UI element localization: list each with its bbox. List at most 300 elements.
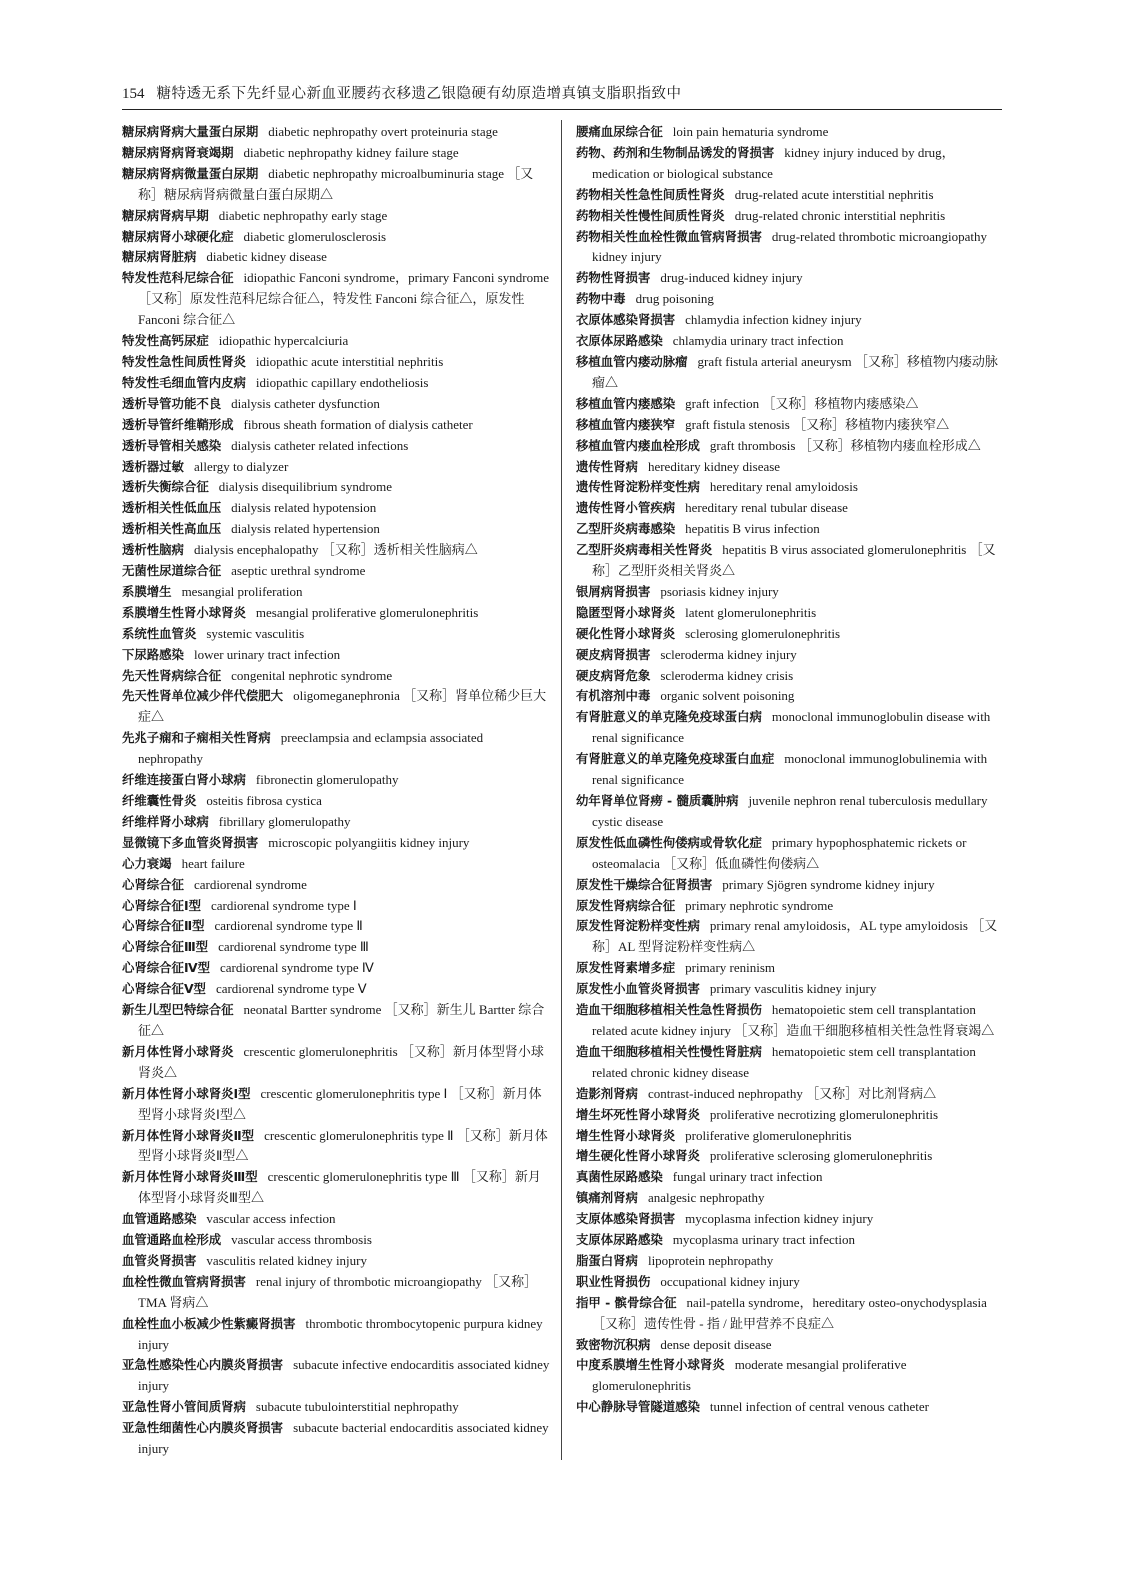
glossary-entry — [576, 686, 1004, 707]
term-english: dense deposit disease — [660, 1336, 772, 1352]
glossary-entry — [576, 1397, 1004, 1418]
term-chinese: 腰痛血尿综合征 — [576, 124, 663, 139]
term-english: scleroderma kidney crisis — [660, 667, 794, 683]
glossary-entry — [576, 310, 1004, 331]
term-chinese: 血管通路感染 — [122, 1211, 197, 1227]
term-english: drug-induced kidney injury — [660, 270, 803, 286]
term-english: dialysis related hypotension — [231, 500, 377, 516]
glossary-entry — [122, 122, 550, 143]
term-english: primary reninism — [685, 960, 776, 976]
glossary-entry — [576, 1084, 1004, 1105]
term-english: monoclonal immunoglobulin disease with renal significance — [592, 709, 991, 746]
term-chinese: 药物性肾损害 — [576, 270, 651, 286]
term-chinese: 支原体尿路感染 — [576, 1232, 663, 1248]
term-chinese: 心肾综合征 — [122, 876, 184, 892]
term-chinese: 造血干细胞移植相关性急性肾损伤 — [576, 1002, 762, 1018]
term-english: hereditary renal amyloidosis — [709, 479, 858, 495]
term-english: idiopathic hypercalciuria — [218, 333, 349, 349]
term-english: primary hypophosphatemic rickets or osteomalacia ［又称］低血磷性佝偻病△ — [592, 834, 967, 871]
term-chinese: 亚急性细菌性心内膜炎肾损害 — [122, 1420, 284, 1436]
term-chinese: 先天性肾单位减少伴代偿肥大 — [122, 688, 284, 704]
glossary-entry — [576, 206, 1004, 227]
term-chinese: 透析相关性高血压 — [122, 521, 222, 537]
term-chinese: 心肾综合征Ⅳ型 — [122, 960, 210, 976]
term-english: monoclonal immunoglobulinemia with renal significance — [592, 751, 988, 788]
term-chinese: 银屑病肾损害 — [576, 583, 651, 599]
term-english: contrast-induced nephropathy ［又称］对比剂肾病△ — [647, 1085, 937, 1101]
glossary-entry — [576, 582, 1004, 603]
term-chinese: 原发性肾病综合征 — [576, 897, 676, 913]
term-chinese: 药物中毒 — [576, 291, 626, 307]
term-chinese: 心肾综合征Ⅱ型 — [122, 918, 205, 934]
term-english: cardiorenal syndrome type Ⅰ — [210, 897, 357, 913]
term-chinese: 新月体性肾小球肾炎Ⅲ型 — [122, 1169, 258, 1185]
term-english: drug-related acute interstitial nephritis — [734, 186, 934, 202]
glossary-entry — [576, 958, 1004, 979]
term-chinese: 特发性毛细血管内皮病 — [122, 374, 246, 390]
glossary-entry — [122, 979, 550, 1000]
term-chinese: 血栓性血小板减少性紫癜肾损害 — [122, 1315, 296, 1331]
term-chinese: 有肾脏意义的单克隆免疫球蛋白病 — [576, 709, 762, 725]
term-english: diabetic nephropathy kidney failure stage — [243, 144, 459, 160]
term-chinese: 系膜增生性肾小球肾炎 — [122, 604, 246, 620]
term-english: sclerosing glomerulonephritis — [685, 625, 841, 641]
term-english: proliferative sclerosing glomerulonephritis — [709, 1148, 933, 1164]
term-english: dialysis encephalopathy ［又称］透析相关性脑病△ — [193, 542, 478, 558]
term-chinese: 特发性高钙尿症 — [122, 333, 209, 349]
term-chinese: 药物相关性慢性间质性肾炎 — [576, 207, 725, 223]
term-english: neonatal Bartter syndrome ［又称］新生儿 Bartter 综合征△ — [138, 1002, 545, 1038]
glossary-entry — [122, 457, 550, 478]
term-chinese: 特发性急性间质性肾炎 — [122, 353, 246, 369]
term-english: dialysis related hypertension — [231, 521, 380, 537]
term-english: primary renal amyloidosis，AL type amyloidosis ［又称］AL 型肾淀粉样变性病△ — [592, 918, 998, 955]
glossary-entry — [122, 498, 550, 519]
glossary-entry — [576, 227, 1004, 269]
glossary-entry — [122, 624, 550, 645]
term-chinese: 增生坏死性肾小球肾炎 — [576, 1106, 700, 1122]
term-chinese: 糖尿病肾病微量蛋白尿期 — [122, 165, 259, 181]
term-chinese: 新生儿型巴特综合征 — [122, 1002, 234, 1018]
glossary-entry — [122, 1355, 550, 1397]
glossary-entry — [576, 331, 1004, 352]
header-title: 糖特透无系下先纤显心新血亚腰药衣移遗乙银隐硬有幼原造增真镇支脂职指致中 — [156, 86, 682, 102]
term-english: crescentic glomerulonephritis ［又称］新月体型肾小球肾炎△ — [138, 1043, 544, 1080]
term-chinese: 致密物沉积病 — [576, 1336, 651, 1352]
term-chinese: 心力衰竭 — [122, 855, 172, 871]
term-chinese: 遗传性肾小管疾病 — [576, 500, 676, 516]
glossary-entry — [122, 331, 550, 352]
term-chinese: 特发性范科尼综合征 — [122, 270, 234, 286]
term-chinese: 血管炎肾损害 — [122, 1252, 197, 1268]
glossary-entry — [576, 624, 1004, 645]
term-chinese: 药物相关性血栓性微血管病肾损害 — [576, 228, 762, 244]
glossary-entry — [122, 896, 550, 917]
glossary-entry — [122, 937, 550, 958]
term-english: diabetic nephropathy overt proteinuria stage — [268, 124, 498, 139]
term-english: drug-related chronic interstitial nephritis — [734, 207, 946, 223]
term-chinese: 有机溶剂中毒 — [576, 688, 651, 704]
term-english: allergy to dialyzer — [193, 458, 289, 474]
term-english: subacute infective endocarditis associated kidney injury — [138, 1357, 550, 1394]
glossary-entry — [576, 394, 1004, 415]
glossary-entry — [122, 143, 550, 164]
glossary-entry — [122, 415, 550, 436]
term-english: hereditary renal tubular disease — [685, 500, 848, 516]
glossary-entry — [122, 164, 550, 206]
term-chinese: 亚急性感染性心内膜炎肾损害 — [122, 1357, 284, 1373]
glossary-entry — [122, 227, 550, 248]
glossary-entry — [576, 457, 1004, 478]
glossary-entry — [122, 728, 550, 770]
glossary-entry — [122, 519, 550, 540]
term-chinese: 药物、药剂和生物制品诱发的肾损害 — [576, 144, 775, 160]
glossary-entry — [122, 373, 550, 394]
term-chinese: 真菌性尿路感染 — [576, 1169, 663, 1185]
term-english: aseptic urethral syndrome — [231, 563, 366, 579]
term-chinese: 纤维连接蛋白肾小球病 — [122, 772, 246, 788]
glossary-entry — [122, 645, 550, 666]
term-english: latent glomerulonephritis — [685, 604, 817, 620]
glossary-entry — [122, 854, 550, 875]
term-english: hematopoietic stem cell transplantation related chronic kidney disease — [592, 1043, 976, 1080]
glossary-entry — [122, 247, 550, 268]
glossary-entry — [122, 603, 550, 624]
term-english: primary Sjögren syndrome kidney injury — [722, 876, 935, 892]
term-english: chlamydia urinary tract infection — [672, 333, 844, 349]
term-chinese: 新月体性肾小球肾炎Ⅱ型 — [122, 1127, 255, 1143]
term-english: crescentic glomerulonephritis type Ⅲ ［又称］新月体型肾小球肾炎Ⅲ型△ — [138, 1169, 541, 1206]
term-english: cardiorenal syndrome type Ⅴ — [215, 981, 367, 997]
term-chinese: 新月体性肾小球肾炎Ⅰ型 — [122, 1085, 251, 1101]
term-english: vascular access thrombosis — [231, 1232, 372, 1248]
glossary-entry — [576, 1188, 1004, 1209]
glossary-entry — [576, 1293, 1004, 1335]
term-chinese: 中心静脉导管隧道感染 — [576, 1399, 700, 1415]
glossary-entry — [122, 206, 550, 227]
term-chinese: 移植血管内瘘动脉瘤 — [576, 353, 688, 369]
term-chinese: 乙型肝炎病毒感染 — [576, 521, 676, 537]
glossary-entry — [576, 185, 1004, 206]
term-chinese: 心肾综合征Ⅲ型 — [122, 939, 209, 955]
glossary-entry — [576, 1146, 1004, 1167]
glossary-entry — [122, 916, 550, 937]
glossary-entry — [576, 666, 1004, 687]
term-chinese: 无菌性尿道综合征 — [122, 563, 222, 579]
glossary-entry — [122, 812, 550, 833]
glossary-entry — [576, 1230, 1004, 1251]
term-chinese: 原发性低血磷性佝偻病或骨软化症 — [576, 834, 762, 850]
term-chinese: 下尿路感染 — [122, 646, 184, 662]
term-chinese: 原发性干燥综合征肾损害 — [576, 876, 713, 892]
term-english: juvenile nephron renal tuberculosis medullary cystic disease — [592, 793, 988, 829]
term-english: primary vasculitis kidney injury — [709, 981, 877, 997]
term-chinese: 原发性肾素增多症 — [576, 960, 676, 976]
term-english: chlamydia infection kidney injury — [685, 312, 862, 328]
term-english: fibrous sheath formation of dialysis catheter — [243, 416, 473, 432]
term-english: diabetic nephropathy microalbuminuria stage ［又称］糖尿病肾病微量白蛋白尿期△ — [138, 165, 534, 202]
term-chinese: 心肾综合征Ⅰ型 — [122, 897, 201, 913]
term-chinese: 糖尿病肾脏病 — [122, 249, 197, 265]
glossary-entry — [122, 436, 550, 457]
term-chinese: 先天性肾病综合征 — [122, 667, 222, 683]
term-chinese: 幼年肾单位肾痨 - 髓质囊肿病 — [576, 793, 739, 808]
term-english: tunnel infection of central venous catheter — [709, 1399, 930, 1415]
glossary-entry — [122, 666, 550, 687]
term-chinese: 糖尿病肾小球硬化症 — [122, 228, 234, 244]
term-english: primary nephrotic syndrome — [685, 897, 834, 913]
term-chinese: 透析导管相关感染 — [122, 437, 222, 453]
term-english: crescentic glomerulonephritis type Ⅰ ［又称］新月体型肾小球肾炎Ⅰ型△ — [138, 1085, 542, 1122]
glossary-entry — [122, 1126, 550, 1168]
term-english: nail-patella syndrome，hereditary osteo-onychodysplasia ［又称］遗传性骨 - 指 / 趾甲营养不良症△ — [592, 1294, 987, 1331]
term-english: mesangial proliferation — [181, 583, 303, 599]
term-english: mycoplasma urinary tract infection — [672, 1232, 856, 1248]
term-english: cardiorenal syndrome — [193, 876, 307, 892]
glossary-entry — [122, 352, 550, 373]
term-english: mycoplasma infection kidney injury — [685, 1211, 874, 1227]
term-english: diabetic glomerulosclerosis — [243, 228, 387, 244]
glossary-entry — [576, 645, 1004, 666]
term-chinese: 衣原体感染肾损害 — [576, 312, 676, 328]
page-header — [122, 77, 1002, 110]
term-chinese: 增生性肾小球肾炎 — [576, 1127, 676, 1143]
glossary-entry — [122, 770, 550, 791]
term-english: subacute bacterial endocarditis associated kidney injury — [138, 1420, 549, 1457]
glossary-entry — [576, 603, 1004, 624]
term-chinese: 新月体性肾小球肾炎 — [122, 1043, 234, 1059]
term-english: graft fistula stenosis ［又称］移植物内瘘狭窄△ — [685, 416, 950, 432]
term-chinese: 透析性脑病 — [122, 542, 184, 558]
term-english: thrombotic thrombocytopenic purpura kidney injury — [138, 1315, 543, 1352]
term-chinese: 硬皮病肾危象 — [576, 667, 651, 683]
glossary-entry — [576, 916, 1004, 958]
term-chinese: 显微镜下多血管炎肾损害 — [122, 834, 259, 850]
glossary-entry — [576, 540, 1004, 582]
term-english: microscopic polyangiitis kidney injury — [268, 834, 470, 850]
term-chinese: 系膜增生 — [122, 583, 172, 599]
glossary-entry — [576, 1272, 1004, 1293]
term-chinese: 中度系膜增生性肾小球肾炎 — [576, 1357, 725, 1373]
term-english: scleroderma kidney injury — [660, 646, 797, 662]
glossary-entry — [122, 1167, 550, 1209]
term-english: hepatitis B virus infection — [685, 521, 820, 537]
glossary-entry — [576, 979, 1004, 1000]
glossary-entry — [576, 707, 1004, 749]
term-chinese: 亚急性肾小管间质肾病 — [122, 1399, 246, 1415]
term-english: preeclampsia and eclampsia associated nephropathy — [138, 730, 484, 767]
term-english: hereditary kidney disease — [647, 458, 781, 474]
page-number: 154 — [122, 86, 145, 102]
term-chinese: 支原体感染肾损害 — [576, 1211, 676, 1227]
term-english: idiopathic Fanconi syndrome，primary Fanconi syndrome ［又称］原发性范科尼综合征△，特发性 Fanconi 综合征△，原发性 Fanconi 综合征△ — [138, 270, 549, 328]
term-chinese: 移植血管内瘘狭窄 — [576, 416, 676, 432]
right-column — [576, 122, 1004, 1418]
term-english: dialysis catheter related infections — [231, 437, 409, 453]
term-chinese: 脂蛋白肾病 — [576, 1252, 638, 1268]
glossary-entry — [576, 896, 1004, 917]
term-chinese: 纤维囊性骨炎 — [122, 793, 197, 808]
term-english: organic solvent poisoning — [660, 688, 795, 704]
glossary-entry — [576, 1167, 1004, 1188]
glossary-entry — [576, 1355, 1004, 1397]
glossary-entry — [576, 1105, 1004, 1126]
term-chinese: 心肾综合征Ⅴ型 — [122, 981, 206, 997]
glossary-entry — [576, 477, 1004, 498]
glossary-entry — [576, 415, 1004, 436]
glossary-entry — [122, 1084, 550, 1126]
term-english: cardiorenal syndrome type Ⅳ — [219, 960, 374, 976]
glossary-entry — [576, 143, 1004, 185]
term-chinese: 药物相关性急性间质性肾炎 — [576, 186, 725, 202]
term-chinese: 职业性肾损伤 — [576, 1273, 651, 1289]
glossary-entry — [122, 958, 550, 979]
term-english: occupational kidney injury — [660, 1273, 800, 1289]
term-english: moderate mesangial proliferative glomerulonephritis — [592, 1357, 907, 1394]
term-english: vasculitis related kidney injury — [206, 1252, 367, 1268]
term-chinese: 乙型肝炎病毒相关性肾炎 — [576, 542, 713, 558]
glossary-entry — [576, 122, 1004, 143]
glossary-entry — [576, 498, 1004, 519]
glossary-entry — [122, 1251, 550, 1272]
term-english: cardiorenal syndrome type Ⅱ — [214, 918, 363, 934]
glossary-entry — [122, 582, 550, 603]
column-divider — [561, 120, 562, 1460]
glossary-entry — [576, 1251, 1004, 1272]
term-chinese: 遗传性肾病 — [576, 458, 638, 474]
glossary-entry — [576, 436, 1004, 457]
term-chinese: 糖尿病肾病早期 — [122, 207, 209, 223]
left-column — [122, 122, 550, 1460]
glossary-entry — [122, 1000, 550, 1042]
term-chinese: 系统性血管炎 — [122, 625, 197, 641]
term-chinese: 原发性肾淀粉样变性病 — [576, 918, 700, 934]
term-english: vascular access infection — [206, 1211, 336, 1227]
term-chinese: 增生硬化性肾小球肾炎 — [576, 1148, 700, 1164]
term-english: osteitis fibrosa cystica — [206, 793, 322, 808]
term-english: lipoprotein nephropathy — [647, 1252, 774, 1268]
term-english: drug-related thrombotic microangiopathy kidney injury — [592, 228, 988, 265]
term-english: kidney injury induced by drug，medication or biological substance — [592, 144, 955, 181]
term-english: graft thrombosis ［又称］移植物内瘘血栓形成△ — [709, 437, 981, 453]
term-english: fibronectin glomerulopathy — [255, 772, 399, 788]
term-english: systemic vasculitis — [206, 625, 305, 641]
term-chinese: 有肾脏意义的单克隆免疫球蛋白血症 — [576, 751, 775, 767]
glossary-entry — [122, 561, 550, 582]
glossary-entry — [576, 1042, 1004, 1084]
glossary-entry — [122, 394, 550, 415]
glossary-entry — [576, 749, 1004, 791]
glossary-entry — [122, 477, 550, 498]
term-english: idiopathic capillary endotheliosis — [255, 374, 429, 390]
glossary-entry — [576, 875, 1004, 896]
term-english: lower urinary tract infection — [193, 646, 341, 662]
term-english: cardiorenal syndrome type Ⅲ — [218, 939, 369, 955]
term-english: dialysis catheter dysfunction — [231, 395, 380, 411]
term-chinese: 透析器过敏 — [122, 458, 184, 474]
term-chinese: 镇痛剂肾病 — [576, 1190, 638, 1206]
glossary-entry — [122, 1418, 550, 1460]
term-english: idiopathic acute interstitial nephritis — [255, 353, 444, 369]
glossary-entry — [122, 1230, 550, 1251]
term-chinese: 遗传性肾淀粉样变性病 — [576, 479, 700, 495]
glossary-entry — [122, 540, 550, 561]
term-chinese: 糖尿病肾病肾衰竭期 — [122, 144, 234, 160]
term-english: fibrillary glomerulopathy — [218, 813, 351, 829]
glossary-entry — [576, 1335, 1004, 1356]
glossary-entry — [576, 289, 1004, 310]
glossary-entry — [576, 791, 1004, 833]
glossary-entry — [122, 833, 550, 854]
term-english: drug poisoning — [635, 291, 714, 307]
term-english: graft infection ［又称］移植物内瘘感染△ — [685, 395, 919, 411]
term-chinese: 造血干细胞移植相关性慢性肾脏病 — [576, 1043, 762, 1059]
term-chinese: 先兆子痫和子痫相关性肾病 — [122, 730, 271, 746]
term-english: renal injury of thrombotic microangiopathy ［又称］TMA 肾病△ — [138, 1273, 538, 1310]
term-english: hepatitis B virus associated glomerulonephritis ［又称］乙型肝炎相关肾炎△ — [592, 542, 996, 579]
term-english: diabetic kidney disease — [206, 249, 327, 265]
glossary-entry — [122, 1272, 550, 1314]
term-english: analgesic nephropathy — [647, 1190, 765, 1206]
glossary-entry — [576, 1000, 1004, 1042]
glossary-entry — [122, 268, 550, 331]
term-chinese: 透析失衡综合征 — [122, 479, 209, 495]
term-chinese: 硬皮病肾损害 — [576, 646, 651, 662]
glossary-entry — [122, 1209, 550, 1230]
glossary-entry — [122, 1042, 550, 1084]
glossary-entry — [122, 1314, 550, 1356]
glossary-entry — [576, 519, 1004, 540]
glossary-entry — [122, 686, 550, 728]
term-english: subacute tubulointerstitial nephropathy — [255, 1399, 459, 1415]
glossary-entry — [576, 1126, 1004, 1147]
term-english: proliferative glomerulonephritis — [685, 1127, 852, 1143]
term-chinese: 造影剂肾病 — [576, 1085, 638, 1101]
glossary-entry — [576, 1209, 1004, 1230]
term-english: congenital nephrotic syndrome — [231, 667, 393, 683]
glossary-entry — [122, 1397, 550, 1418]
term-chinese: 指甲 - 髌骨综合征 — [576, 1294, 677, 1310]
glossary-entry — [576, 833, 1004, 875]
term-chinese: 衣原体尿路感染 — [576, 333, 663, 349]
term-chinese: 血栓性微血管病肾损害 — [122, 1273, 246, 1289]
term-english: oligomeganephronia ［又称］肾单位稀少巨大症△ — [138, 688, 547, 725]
term-english: heart failure — [181, 855, 245, 871]
term-english: diabetic nephropathy early stage — [218, 207, 388, 223]
term-chinese: 透析导管功能不良 — [122, 395, 222, 411]
term-chinese: 糖尿病肾病大量蛋白尿期 — [122, 124, 259, 139]
term-english: mesangial proliferative glomerulonephritis — [255, 604, 479, 620]
term-english: proliferative necrotizing glomerulonephritis — [709, 1106, 939, 1122]
term-english: dialysis disequilibrium syndrome — [218, 479, 393, 495]
term-chinese: 隐匿型肾小球肾炎 — [576, 604, 676, 620]
term-chinese: 透析相关性低血压 — [122, 500, 222, 516]
term-chinese: 透析导管纤维鞘形成 — [122, 416, 234, 432]
term-english: loin pain hematuria syndrome — [672, 124, 829, 139]
term-english: psoriasis kidney injury — [660, 583, 779, 599]
glossary-entry — [576, 268, 1004, 289]
term-english: graft fistula arterial aneurysm ［又称］移植物内瘘动脉瘤△ — [592, 353, 998, 390]
term-english: hematopoietic stem cell transplantation related acute kidney injury ［又称］造血干细胞移植相关性急性肾衰竭△ — [592, 1002, 995, 1038]
term-chinese: 移植血管内瘘感染 — [576, 395, 676, 411]
term-chinese: 血管通路血栓形成 — [122, 1232, 222, 1248]
glossary-entry — [122, 875, 550, 896]
term-chinese: 原发性小血管炎肾损害 — [576, 981, 700, 997]
glossary-entry — [576, 352, 1004, 394]
glossary-entry — [122, 791, 550, 812]
term-english: crescentic glomerulonephritis type Ⅱ ［又称］新月体型肾小球肾炎Ⅱ型△ — [138, 1127, 548, 1164]
term-chinese: 纤维样肾小球病 — [122, 813, 209, 829]
